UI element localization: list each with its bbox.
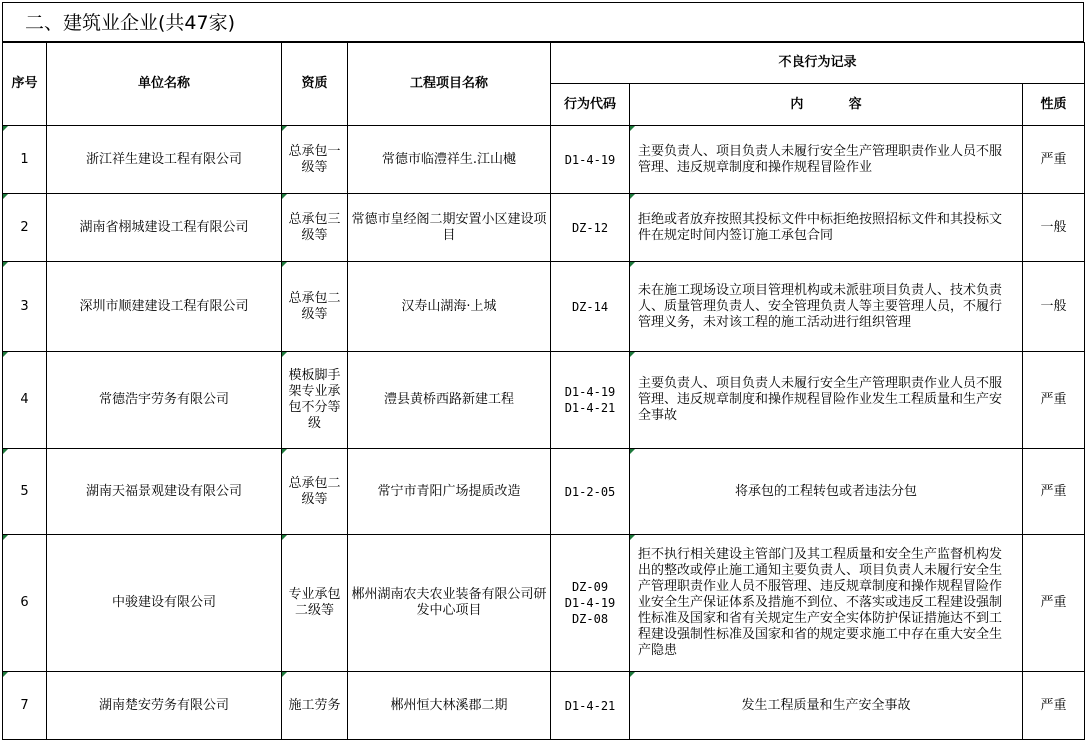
row-qualification: 总承包一级等	[282, 126, 348, 194]
behavior-code: D1-4-21	[564, 698, 616, 713]
row-project: 常德市皇经阁二期安置小区建设项目	[348, 194, 551, 262]
row-nature: 严重	[1023, 672, 1085, 740]
row-qualification: 总承包二级等	[282, 449, 348, 535]
row-project: 郴州湖南农夫农业装备有限公司研发中心项目	[348, 535, 551, 672]
row-company: 湖南楚安劳务有限公司	[47, 672, 282, 740]
row-code	[551, 449, 630, 535]
row-seq: 3	[3, 262, 47, 352]
row-code	[551, 262, 630, 352]
behavior-code: DZ-12	[571, 220, 609, 235]
row-qualification: 总承包三级等	[282, 194, 348, 262]
header-qualification: 资质	[282, 43, 348, 126]
row-seq: 6	[3, 535, 47, 672]
row-code	[551, 194, 630, 262]
table-body	[3, 126, 1085, 740]
row-seq: 5	[3, 449, 47, 535]
row-company: 中骏建设有限公司	[47, 535, 282, 672]
row-project: 常德市临澧祥生.江山樾	[348, 126, 551, 194]
row-content: 主要负责人、项目负责人未履行安全生产管理职责作业人员不服管理、违反规章制度和操作规程冒险作业发生工程质量和生产安全事故	[630, 352, 1023, 449]
behavior-code: D1-4-19	[564, 596, 616, 610]
row-content: 拒绝或者放弃按照其投标文件中标拒绝按照招标文件和其投标文件在规定时间内签订施工承包合同	[630, 194, 1023, 262]
row-project: 郴州恒大林溪郡二期	[348, 672, 551, 740]
row-nature: 严重	[1023, 352, 1085, 449]
header-project: 工程项目名称	[348, 43, 551, 126]
table-row	[3, 194, 1085, 262]
row-company: 湖南省栩城建设工程有限公司	[47, 194, 282, 262]
header-content: 内 容	[630, 84, 1023, 126]
row-qualification: 施工劳务	[282, 672, 348, 740]
bad-record-table	[2, 42, 1085, 740]
row-nature: 严重	[1023, 449, 1085, 535]
behavior-code: D1-4-19	[564, 385, 616, 399]
row-seq: 7	[3, 672, 47, 740]
header-seq: 序号	[3, 43, 47, 126]
behavior-code: DZ-08	[571, 612, 609, 626]
row-code	[551, 535, 630, 672]
row-project: 澧县黄桥西路新建工程	[348, 352, 551, 449]
behavior-code: D1-4-21	[564, 401, 616, 415]
row-code	[551, 352, 630, 449]
table-row	[3, 262, 1085, 352]
header-company: 单位名称	[47, 43, 282, 126]
header-bad-record: 不良行为记录	[551, 43, 1085, 84]
behavior-code: D1-4-19	[564, 152, 616, 167]
behavior-code: DZ-09	[571, 580, 609, 594]
row-content: 拒不执行相关建设主管部门及其工程质量和安全生产监督机构发出的整改或停止施工通知主要负责人、项目负责人未履行安全生产管理职责作业人员不服管理、违反规章制度和操作规程冒险作业安全生产保证体系及措施不到位、不落实或违反工程建设强制性标准及国家和省有关规定生产安全实体防护保证措施达不到工程建设强制性标准及国家和省的规定要求施工中存在重大安全生产隐患	[630, 535, 1023, 672]
section-title: 二、建筑业企业(共47家)	[2, 2, 1084, 42]
row-code	[551, 126, 630, 194]
row-qualification: 专业承包二级等	[282, 535, 348, 672]
row-nature: 严重	[1023, 535, 1085, 672]
row-company: 浙江祥生建设工程有限公司	[47, 126, 282, 194]
row-seq: 2	[3, 194, 47, 262]
row-nature: 严重	[1023, 126, 1085, 194]
table-row	[3, 449, 1085, 535]
header-nature: 性质	[1023, 84, 1085, 126]
row-code	[551, 672, 630, 740]
row-qualification: 模板脚手架专业承包不分等级	[282, 352, 348, 449]
row-project: 汉寿山湖海·上城	[348, 262, 551, 352]
table-row	[3, 352, 1085, 449]
row-seq: 4	[3, 352, 47, 449]
row-company: 湖南天福景观建设有限公司	[47, 449, 282, 535]
row-content: 将承包的工程转包或者违法分包	[630, 449, 1023, 535]
table-row	[3, 535, 1085, 672]
row-qualification: 总承包二级等	[282, 262, 348, 352]
table-row	[3, 126, 1085, 194]
row-company: 常德浩宇劳务有限公司	[47, 352, 282, 449]
behavior-code: DZ-14	[571, 299, 609, 314]
header-code: 行为代码	[551, 84, 630, 126]
behavior-code: D1-2-05	[564, 484, 616, 499]
row-content: 主要负责人、项目负责人未履行安全生产管理职责作业人员不服管理、违反规章制度和操作规程冒险作业	[630, 126, 1023, 194]
table-row	[3, 672, 1085, 740]
row-content: 未在施工现场设立项目管理机构或未派驻项目负责人、技术负责人、质量管理负责人、安全管理负责人等主要管理人员，不履行管理义务，未对该工程的施工活动进行组织管理	[630, 262, 1023, 352]
row-nature: 一般	[1023, 194, 1085, 262]
row-content: 发生工程质量和生产安全事故	[630, 672, 1023, 740]
row-project: 常宁市青阳广场提质改造	[348, 449, 551, 535]
row-nature: 一般	[1023, 262, 1085, 352]
row-seq: 1	[3, 126, 47, 194]
row-company: 深圳市顺建建设工程有限公司	[47, 262, 282, 352]
